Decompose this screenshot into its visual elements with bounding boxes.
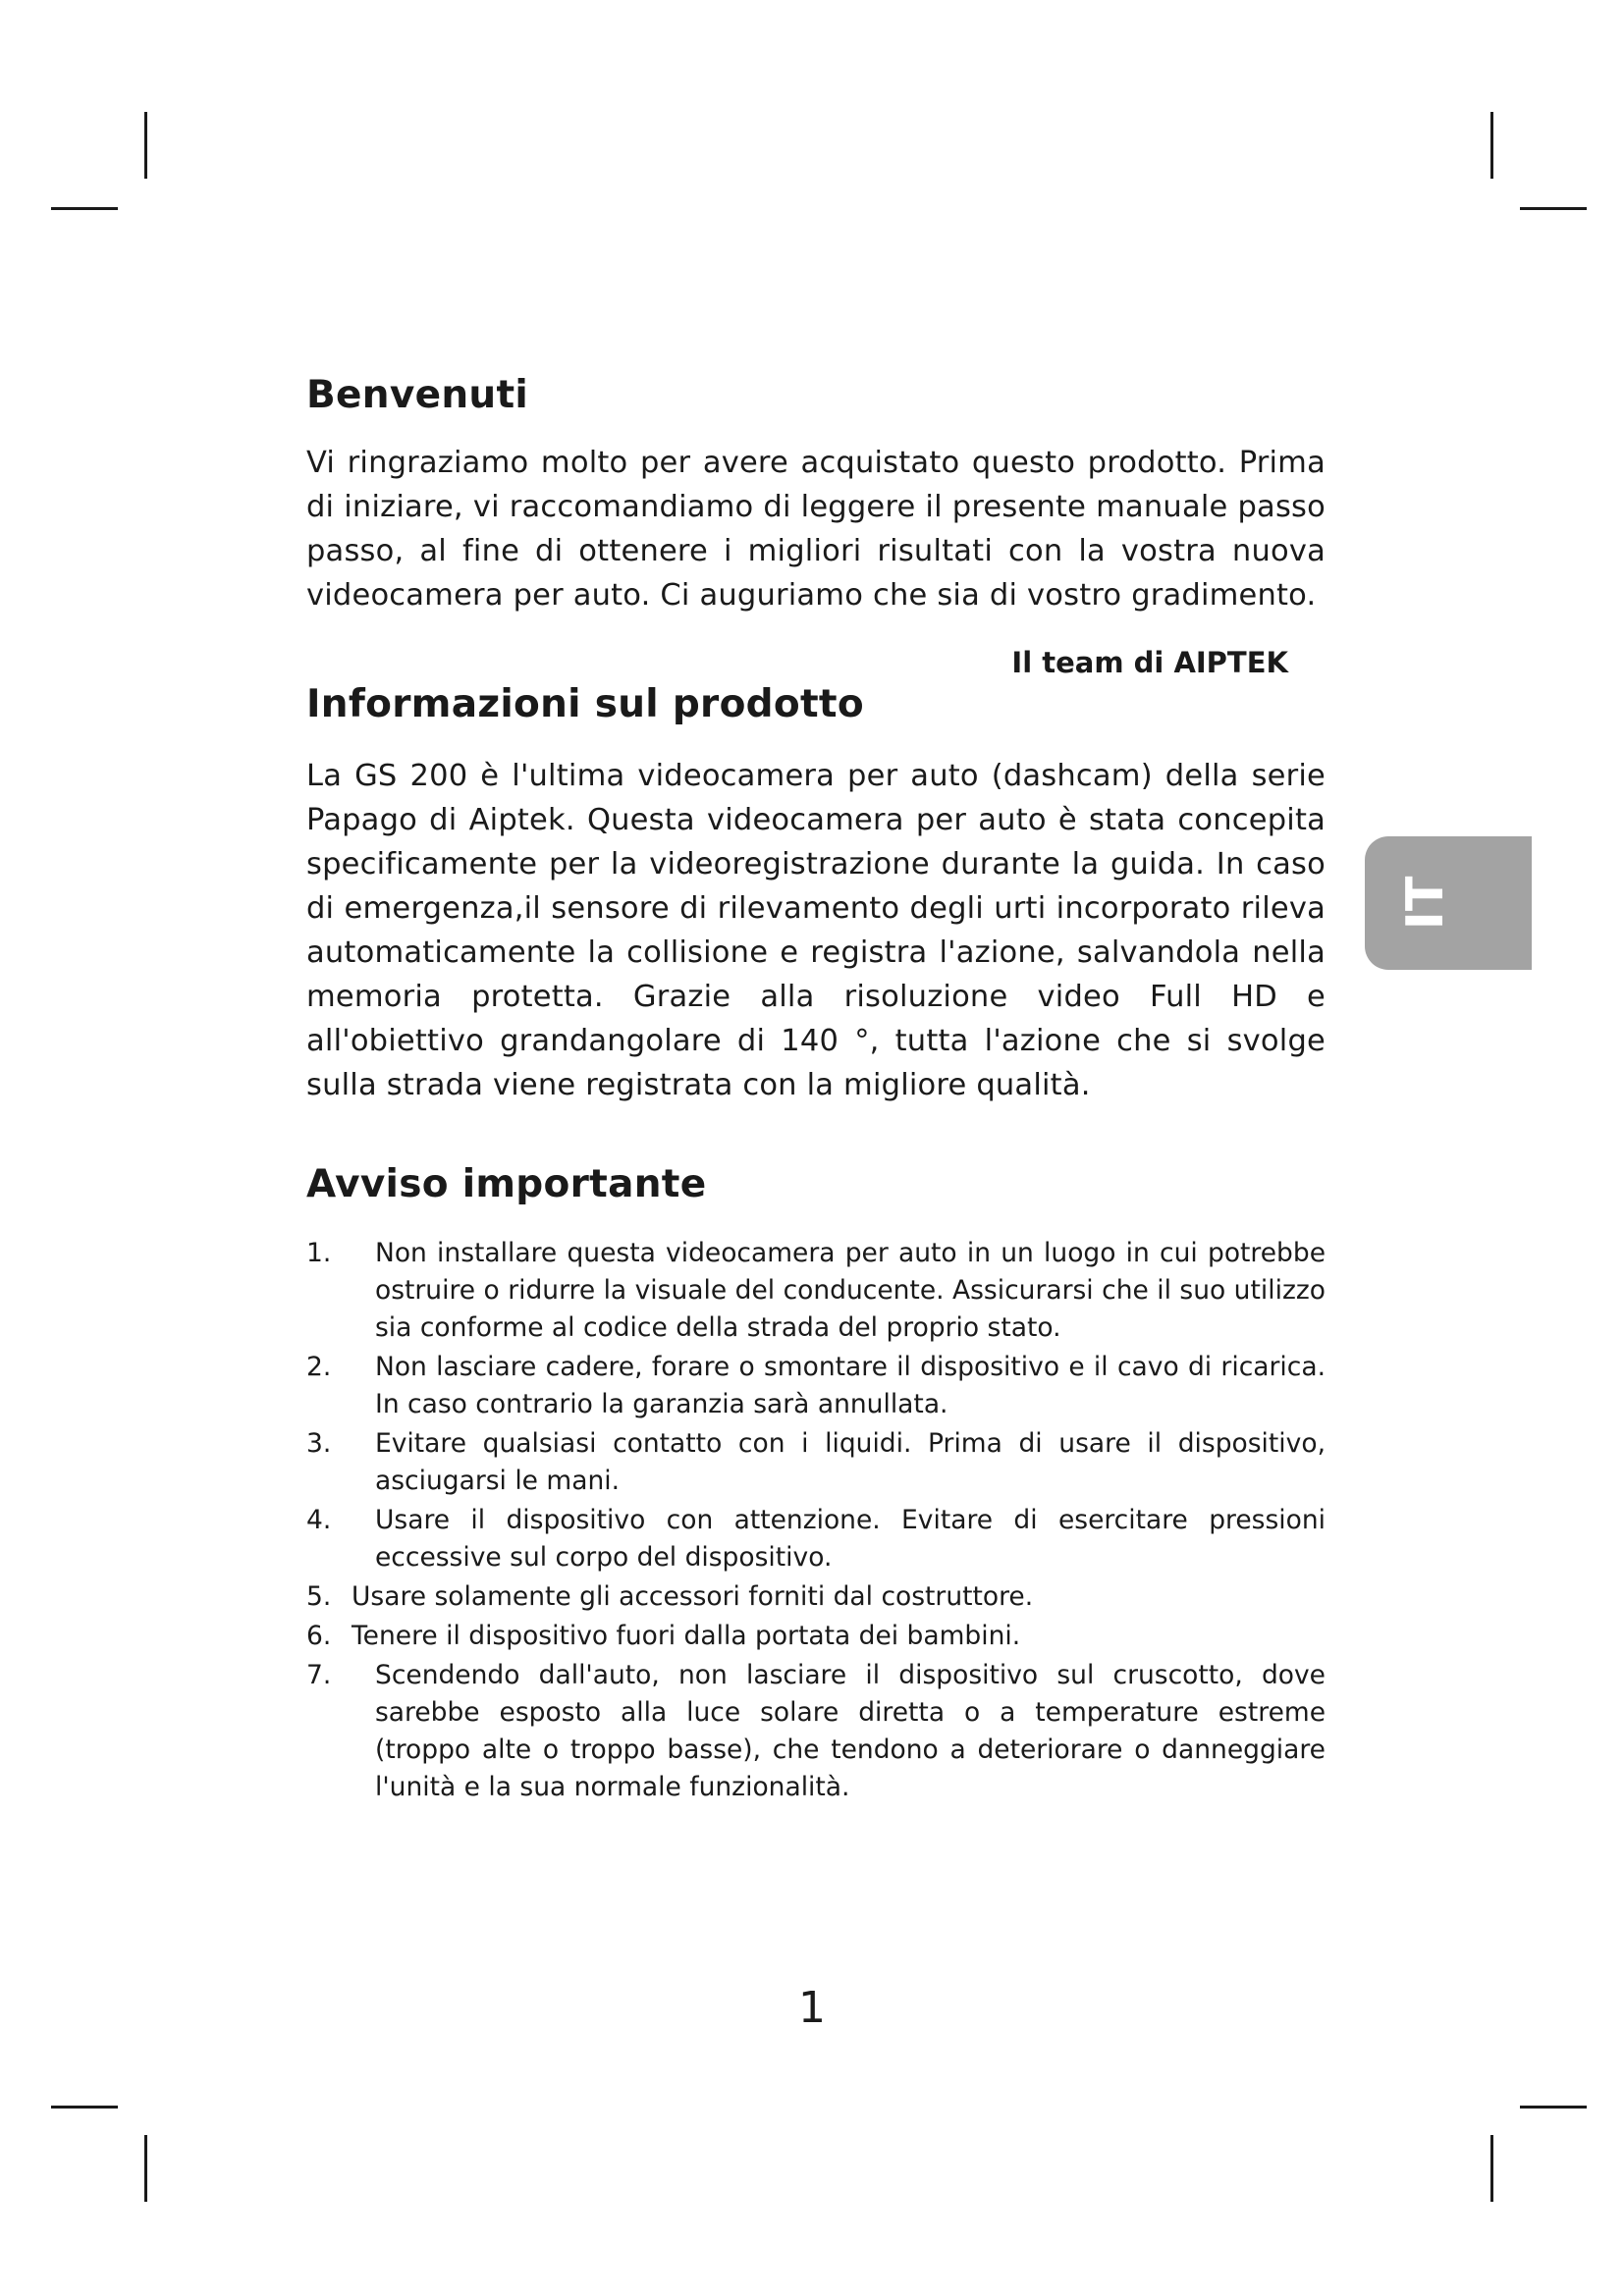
list-item [306,1425,1326,1500]
welcome-heading: Benvenuti [306,373,529,417]
crop-mark-top-right-horizontal [1520,207,1587,210]
list-item [306,1618,1326,1655]
page-number: 1 [798,1983,826,2033]
crop-mark-bottom-left-vertical [144,2135,147,2202]
welcome-paragraph: Vi ringraziamo molto per avere acquistato questo prodotto. Prima di iniziare, vi raccomandiamo di leggere il presente manuale passo passo, al fine di ottenere i migliori risultati con la vostra nuova videocamera per auto. Ci auguriamo che sia di vostro gradimento. [306,445,1326,613]
list-item-text: Tenere il dispositivo fuori dalla portata dei bambini. [352,1621,1021,1652]
product-info-heading: Informazioni sul prodotto [306,681,864,726]
crop-mark-top-right-vertical [1490,112,1493,179]
crop-mark-bottom-right-vertical [1490,2135,1493,2202]
page-content [306,373,1326,1808]
list-item-number: 1. [306,1238,332,1269]
list-item-text: Non lasciare cadere, forare o smontare il dispositivo e il cavo di ricarica. In caso contrario la garanzia sarà annullata. [375,1352,1326,1420]
list-item-number: 7. [306,1660,332,1691]
crop-mark-bottom-left-horizontal [51,2106,118,2109]
list-item-text: Scendendo dall'auto, non lasciare il dispositivo sul cruscotto, dove sarebbe esposto alla luce solare diretta o a temperature estreme (troppo alte o troppo basse), che tendono a deteriorare o danneggiare l'unità e la sua normale funzionalità. [375,1660,1326,1803]
list-item [306,1578,1326,1616]
list-item-text: Usare solamente gli accessori forniti dal costruttore. [352,1581,1034,1613]
crop-mark-bottom-right-horizontal [1520,2106,1587,2109]
list-item-text: Evitare qualsiasi contatto con i liquidi. Prima di usare il dispositivo, asciugarsi le mani. [375,1428,1326,1497]
notice-heading: Avviso importante [306,1161,707,1206]
crop-mark-top-left-horizontal [51,207,118,210]
list-item [306,1657,1326,1806]
list-item-number: 2. [306,1352,332,1383]
language-tab-label: IT [1396,876,1455,931]
list-item [306,1235,1326,1347]
list-item-number: 4. [306,1505,332,1536]
list-item-text: Non installare questa videocamera per auto in un luogo in cui potrebbe ostruire o ridurre la visuale del conducente. Assicurarsi che il suo utilizzo sia conforme al codice della strada del proprio stato. [375,1238,1326,1344]
product-info-paragraph: La GS 200 è l'ultima videocamera per auto (dashcam) della serie Papago di Aiptek. Questa videocamera per auto è stata concepita specificamente per la videoregistrazione durante la guida. In caso di emergenza,il sensore di rilevamento degli urti incorporato rileva automaticamente la collisione e registra l'azione, salvandola nella memoria protetta. Grazie alla risoluzione video Full HD e all'obiettivo grandangolare di 140 °, tutta l'azione che si svolge sulla strada viene registrata con la migliore qualità. [306,758,1326,1102]
language-tab [1365,836,1532,970]
signature: Il team di AIPTEK [1011,645,1288,679]
list-item-text: Usare il dispositivo con attenzione. Evitare di esercitare pressioni eccessive sul corpo del dispositivo. [375,1505,1326,1574]
crop-mark-top-left-vertical [144,112,147,179]
list-item [306,1502,1326,1576]
list-item [306,1349,1326,1423]
list-item-number: 6. [306,1621,332,1652]
notice-list [306,1235,1326,1806]
list-item-number: 5. [306,1581,332,1613]
list-item-number: 3. [306,1428,332,1460]
